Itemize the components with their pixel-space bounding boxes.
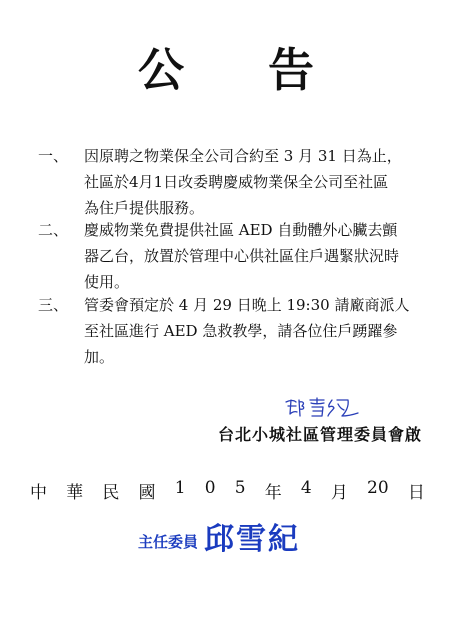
item-line: 為住戶提供服務。 xyxy=(84,199,205,217)
item-number: 三、 xyxy=(38,296,69,314)
date-part: 華 xyxy=(66,483,84,503)
date-part: 4 xyxy=(300,478,312,498)
item-body xyxy=(84,217,438,295)
date-part: 5 xyxy=(234,478,246,498)
date-part: 1 xyxy=(174,478,186,498)
item-body xyxy=(84,292,438,370)
item-line: 管委會預定於 4 月 29 日晚上 19:30 請廠商派人 xyxy=(84,296,410,314)
notice-title xyxy=(0,44,452,96)
item-number: 一、 xyxy=(38,147,69,165)
date-part: 日 xyxy=(407,483,425,503)
date-part: 年 xyxy=(264,483,282,503)
item-number: 二、 xyxy=(38,221,69,239)
committee-signoff: 台北小城社區管理委員會啟 xyxy=(217,425,422,444)
item-line: 因原聘之物業保全公司合約至 3 月 31 日為止， xyxy=(84,147,402,165)
handwritten-signature xyxy=(282,394,364,422)
date-part: 20 xyxy=(367,478,389,498)
item-line: 加。 xyxy=(84,348,115,366)
chairman-stamp xyxy=(138,522,300,558)
date-part: 0 xyxy=(204,478,216,498)
item-line: 社區於4月1日改委聘慶威物業保全公司至社區 xyxy=(84,173,389,191)
item-line: 使用。 xyxy=(84,273,130,291)
date-part: 月 xyxy=(330,483,348,503)
date-part: 國 xyxy=(138,483,156,503)
stamp-name: 邱雪紀 xyxy=(204,522,301,557)
item-body xyxy=(84,143,438,221)
item-line: 慶威物業免費提供社區 AED 自動體外心臟去顫 xyxy=(84,221,398,239)
item-line: 至社區進行 AED 急救教學，請各位住戶踴躍參 xyxy=(84,322,398,340)
date-part: 中 xyxy=(30,483,47,503)
title-char: 告 xyxy=(268,43,314,97)
notice-item xyxy=(38,217,438,295)
date-line xyxy=(30,478,425,503)
date-part: 民 xyxy=(102,483,120,503)
notice-item xyxy=(38,143,438,221)
notice-item xyxy=(38,292,438,370)
stamp-title: 主任委員 xyxy=(138,533,199,551)
item-line: 器乙台，放置於管理中心供社區住戶遇緊狀況時 xyxy=(84,247,400,265)
title-char: 公 xyxy=(138,43,184,97)
